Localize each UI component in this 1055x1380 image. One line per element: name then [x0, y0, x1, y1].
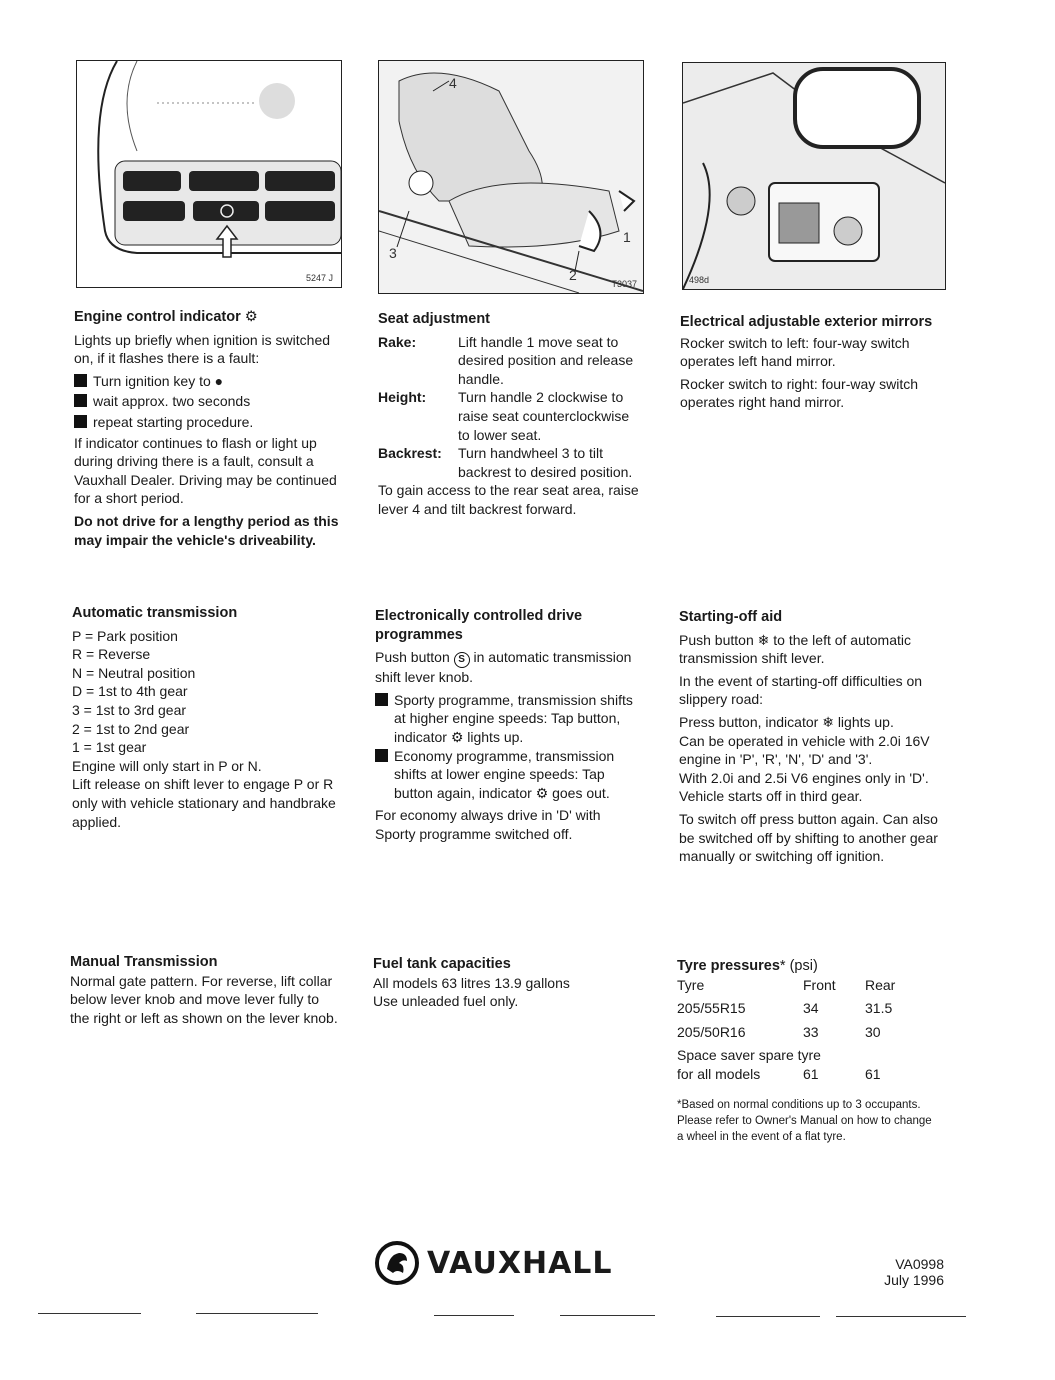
snowflake-icon: ❄ [822, 713, 834, 730]
s-button-icon: S [454, 652, 470, 668]
griffin-emblem-icon [375, 1241, 419, 1285]
engine-icon: ⚙ [244, 309, 258, 325]
starting-p1: Push button ❄ to the left of automatic transmission shift lever. [679, 631, 911, 667]
tyre-footnote: *Based on normal conditions up to 3 occupants. Please refer to Owner's Manual on how to change a wheel in the event of a flat tyre. [677, 1098, 932, 1143]
engine-intro: Lights up briefly when ignition is switched on, if it flashes there is a fault: [74, 331, 331, 367]
bullet-square-icon [375, 693, 388, 706]
figure-label: 498d [689, 275, 710, 285]
figure-label: 5247 J [305, 273, 333, 283]
seat-illustration [379, 61, 643, 293]
gear-indicator-icon: ⚙ [450, 728, 464, 745]
ecdp-note: For economy always drive in 'D' with Sporty programme switched off. [375, 807, 601, 842]
auto-p1: Engine will only start in P or N. [72, 757, 262, 774]
table-row: 205/55R15 34 31.5 [677, 1000, 893, 1017]
figure-engine-indicator [76, 60, 342, 288]
starting-p7: To switch off press button again. Can also be switched off by shifting to another gear manually or switching off ignition. [679, 810, 938, 865]
bullet-square-icon [74, 394, 87, 407]
ecdp-economy: Economy programme, transmission shifts at lower engine speeds: Tap button again, indicator ⚙ goes out. [375, 747, 643, 803]
engine-warning: Do not drive for a lengthy period as this may impair the vehicle's driveability. [74, 512, 339, 548]
section-title: Tyre pressures* (psi) [677, 958, 818, 974]
seat-item-backrest: Backrest: Turn handwheel 3 to tilt backrest to desired position. [378, 445, 633, 480]
starting-p5: With 2.0i and 2.5i V6 engines only in 'D'. [679, 769, 929, 786]
mirrors-p1: Rocker switch to left: four-way switch operates left hand mirror. [680, 334, 910, 370]
ecdp-sporty: Sporty programme, transmission shifts at higher engine speeds: Tap button, indicator ⚙ lights up. [375, 691, 643, 747]
section-engine-indicator [74, 308, 344, 553]
divider [434, 1315, 514, 1316]
seat-item-rake: Rake: Lift handle 1 move seat to desired position and release handle. [378, 333, 634, 387]
snowflake-icon: ❄ [757, 631, 770, 648]
section-title: Manual Transmission [70, 954, 218, 970]
callout-4: 4 [449, 75, 457, 91]
divider [196, 1313, 318, 1314]
table-row: 205/50R16 33 30 [677, 1023, 881, 1040]
section-title: Electronically controlled drive programmes [375, 608, 583, 643]
gear-item: 3 = 1st to 3rd gear [72, 701, 187, 718]
starting-p4: Can be operated in vehicle with 2.0i 16V engine in 'P', 'R', 'N', 'D' and '3'. [679, 732, 930, 768]
callout-2: 2 [569, 267, 577, 283]
mirror-illustration [683, 63, 945, 289]
list-item: Turn ignition key to ● [74, 372, 344, 391]
list-item: repeat starting procedure. [74, 413, 344, 432]
mirrors-p2: Rocker switch to right: four-way switch operates right hand mirror. [680, 375, 919, 411]
dashboard-illustration [77, 61, 341, 287]
table-row-spare: Space saver spare tyre [677, 1047, 821, 1064]
gear-item: 1 = 1st gear [72, 739, 147, 756]
gear-indicator-icon: ⚙ [535, 784, 549, 801]
figure-seat [378, 60, 644, 294]
gear-item: R = Reverse [72, 646, 151, 663]
fuel-p2: Use unleaded fuel only. [373, 993, 519, 1010]
divider [560, 1315, 655, 1316]
doc-code: VA0998 July 1996 [884, 1256, 944, 1288]
figure-label: T3037 [611, 279, 637, 289]
section-title: Starting-off aid [679, 609, 783, 625]
bullet-square-icon [74, 415, 87, 428]
gear-item: P = Park position [72, 627, 178, 644]
section-starting-off-aid [679, 608, 951, 870]
section-title: Automatic transmission [72, 605, 238, 621]
filled-circle-icon: ● [214, 372, 224, 389]
bullet-square-icon [74, 374, 87, 387]
section-mirrors [680, 313, 950, 416]
starting-p2: In the event of starting-off difficulties on slippery road: [679, 672, 923, 708]
section-tyre-pressures [677, 957, 947, 1145]
divider [836, 1316, 966, 1317]
list-item: wait approx. two seconds [74, 392, 344, 411]
section-manual-transmission [70, 953, 342, 1027]
section-fuel-tank [373, 955, 641, 1011]
gear-item: 2 = 1st to 2nd gear [72, 720, 190, 737]
seat-note: To gain access to the rear seat area, raise lever 4 and tilt backrest forward. [378, 482, 639, 517]
ecdp-intro: Push button S in automatic transmission shift lever knob. [375, 649, 632, 686]
table-header: Tyre Front Rear [677, 976, 896, 993]
callout-1: 1 [623, 229, 631, 245]
divider [38, 1313, 141, 1314]
vauxhall-logo [375, 1240, 613, 1286]
figure-mirrors [682, 62, 946, 290]
section-title: Seat adjustment [378, 311, 490, 327]
section-title: Engine control indicator ⚙ [74, 309, 258, 325]
starting-p3: Press button, indicator ❄ lights up. [679, 713, 894, 730]
fuel-p1: All models 63 litres 13.9 gallons [373, 974, 570, 991]
manual-body: Normal gate pattern. For reverse, lift collar below lever knob and move lever fully to the right or left as shown on the lever knob. [70, 972, 338, 1026]
section-drive-programmes [375, 607, 643, 848]
gear-item: N = Neutral position [72, 664, 196, 681]
divider [716, 1316, 820, 1317]
callout-3: 3 [389, 245, 397, 261]
section-seat-adjustment [378, 310, 640, 523]
section-automatic-transmission [72, 604, 342, 831]
gear-item: D = 1st to 4th gear [72, 683, 188, 700]
starting-p6: Vehicle starts off in third gear. [679, 788, 863, 805]
section-title: Electrical adjustable exterior mirrors [680, 314, 933, 330]
bullet-square-icon [375, 749, 388, 762]
section-title: Fuel tank capacities [373, 956, 511, 972]
table-row-spare: for all models 61 61 [677, 1065, 881, 1082]
seat-item-height: Height: Turn handle 2 clockwise to raise seat counterclockwise to lower seat. [378, 389, 630, 443]
brand-wordmark: VAUXHALL [427, 1245, 613, 1281]
auto-p2: Lift release on shift lever to engage P or R only with vehicle stationary and handbrake applied. [72, 776, 336, 830]
engine-body: If indicator continues to flash or light up during driving there is a fault, consult a Vauxhall Dealer. Driving may be continued for a short period. [74, 434, 337, 507]
tyre-table [677, 976, 895, 1089]
